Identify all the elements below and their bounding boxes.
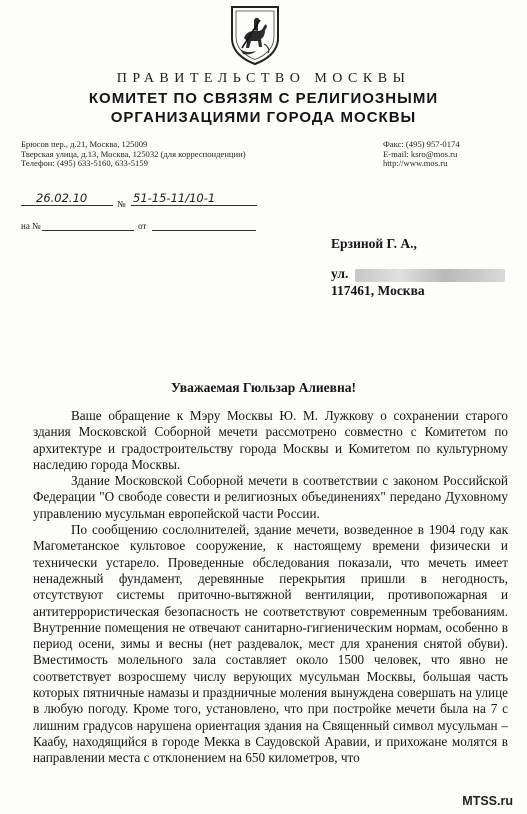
- addressee-zip-city: 117461, Москва: [331, 283, 425, 298]
- reference-date-label: от: [138, 221, 147, 231]
- addressee-name: Ерзиной Г. А.,: [331, 236, 417, 251]
- redacted-street-address: [355, 269, 505, 282]
- registration-date: 26.02.10: [36, 191, 88, 205]
- contact-details: [383, 140, 523, 169]
- government-title: ПРАВИТЕЛЬСТВО МОСКВЫ: [116, 71, 411, 86]
- reference-underline: [42, 230, 134, 231]
- postal-addresses: [21, 140, 321, 169]
- registration-number: 51-15-11/10-1: [133, 191, 216, 205]
- reference-date-underline: [152, 230, 256, 231]
- date-underline: [21, 205, 113, 206]
- addressee-street-label: ул.: [331, 266, 349, 281]
- letter-body: [33, 408, 508, 767]
- address-line: Телефон: (495) 633-5160, 633-5159: [21, 158, 148, 169]
- number-underline: [131, 205, 257, 206]
- salutation: Уважаемая Гюльзар Алиевна!: [171, 380, 356, 395]
- reference-number-label: на №: [21, 221, 41, 231]
- body-paragraph: Здание Московской Соборной мечети в соответствии с законом Российской Федерации "О свободе совести и религиозных объединениях" передано Духовному управлению мусульман европейской части России.: [33, 473, 508, 521]
- body-paragraph: Ваше обращение к Мэру Москвы Ю. М. Лужкову о сохранении старого здания Московской Соборной мечети рассмотрено совместно с Комитетом по архитектуре и градостроительству города Москвы и Комитетом по культурному наследию города Москвы.: [33, 408, 508, 472]
- committee-title-line1: КОМИТЕТ ПО СВЯЗЯМ С РЕЛИГИОЗНЫМИ: [88, 90, 439, 107]
- committee-title-line2: ОРГАНИЗАЦИЯМИ ГОРОДА МОСКВЫ: [110, 109, 417, 126]
- website-line: http://www.mos.ru: [383, 158, 448, 169]
- watermark: MTSS.ru: [462, 794, 513, 808]
- body-paragraph: По сообщению сослолнителей, здание мечети, возведенное в 1904 году как Магометанское культовое сооружение, к настоящему времени физически и технически устарело. Проведенные обследования показали, что мечеть имеет ненадежный фундамент, деревянные перекрытия пришли в негодность, отсутствуют системы приточно-вытяжной вентиляции, противопожарная и антитеррористическая безопасность не соответствуют современным требованиям. Внутренние помещения не отвечают санитарно-гигиеническим нормам, особенно в период осени, зимы и весны (нет раздевалок, мест для хранения снятой обуви). Вместимость молельного зала составляет около 1500 человек, что явно не соответствует возросшему числу верующих мусульман Москвы, большая часть которых пятничные намазы и праздничные моления вынуждена совершать на улице в любую погоду. Кроме того, установлено, что при постройке мечети была на 7 с лишним градусов нарушена ориентация здания на Священный символ мусульман – Каабу, находящийся в городе Мекка в Саудовской Аравии, и прихожане молятся в направлении места с отклонением на 650 километров, что: [33, 522, 508, 766]
- number-mark: №: [117, 199, 126, 209]
- fax-line: Факс: (495) 957-0174: [383, 139, 460, 149]
- moscow-coat-of-arms-emblem: [228, 4, 282, 66]
- address-line: Брюсов пер., д.21, Москва, 125009: [21, 139, 148, 149]
- email-line: E-mail: ksro@mos.ru: [383, 148, 458, 159]
- address-line: Тверская улица, д.13, Москва, 125032 (для корреспонденции): [21, 148, 246, 159]
